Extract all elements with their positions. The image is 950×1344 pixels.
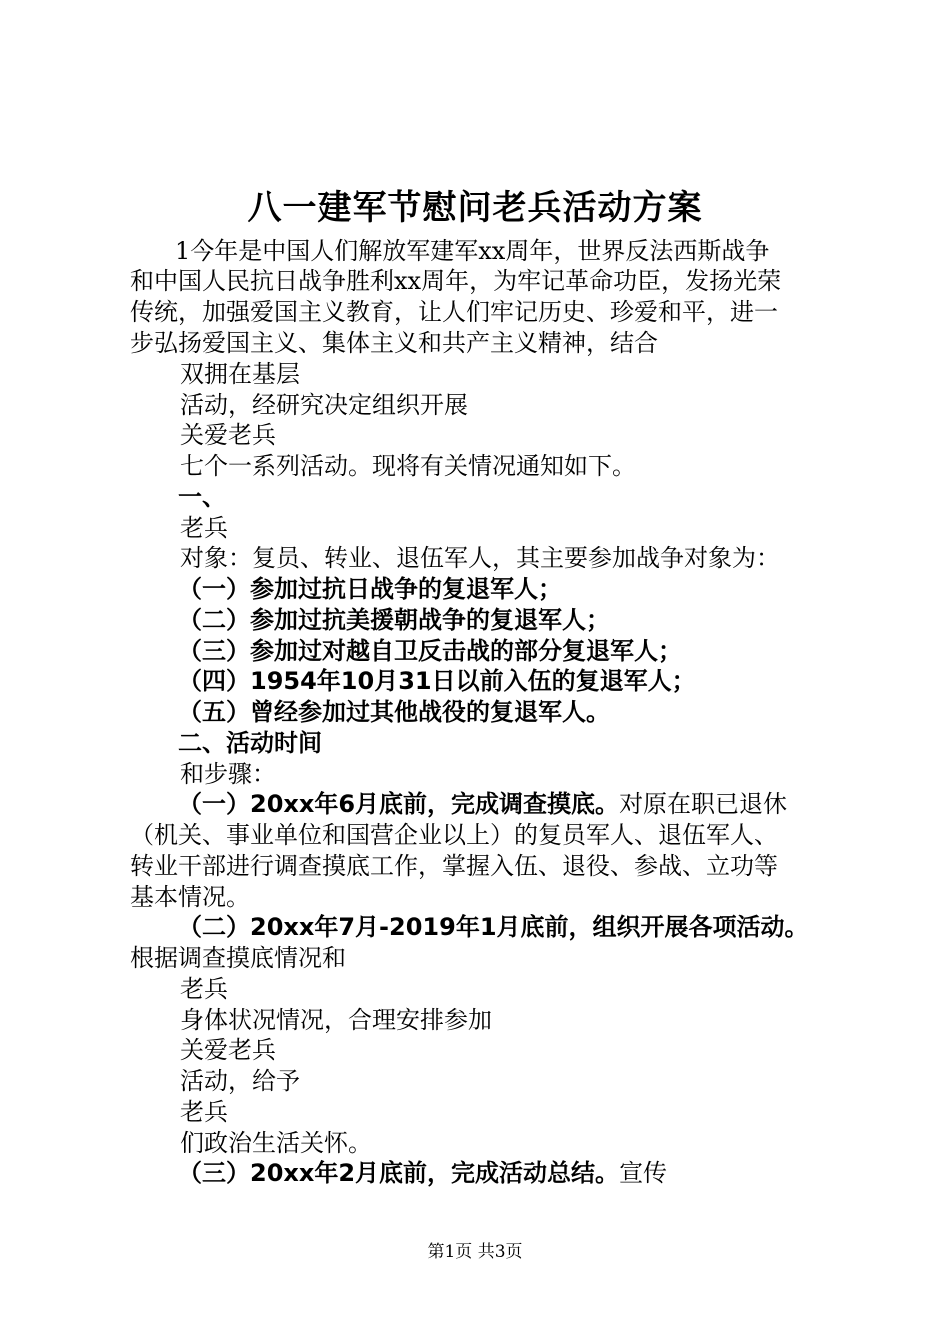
document-title: 八一建军节慰问老兵活动方案 (247, 188, 703, 228)
step-text: 对原在职已退休 (619, 790, 788, 818)
list-item: （二）参加过抗美援朝战争的复退军人； (178, 606, 610, 634)
paragraph-line: 老兵 (180, 1098, 228, 1126)
paragraph-line: 活动，经研究决定组织开展 (180, 391, 468, 419)
paragraph-line: 关爱老兵 (180, 421, 276, 449)
step-heading: （一）20xx年6月底前，完成调查摸底。 (178, 790, 620, 818)
list-item: （三）参加过对越自卫反击战的部分复退军人； (178, 637, 682, 665)
paragraph-line: 基本情况。 (130, 883, 250, 911)
paragraph-line: （机关、事业单位和国营企业以上）的复员军人、退伍军人、 (130, 821, 778, 849)
paragraph-line: 身体状况情况，合理安排参加 (180, 1006, 492, 1034)
page-footer: 第1页 共3页 (427, 1242, 523, 1262)
list-item: （四）1954年10月31日以前入伍的复退军人； (178, 667, 696, 695)
step-heading: （三）20xx年2月底前，完成活动总结。 (178, 1159, 620, 1187)
paragraph-line: 转业干部进行调查摸底工作，掌握入伍、退役、参战、立功等 (130, 852, 778, 880)
paragraph-line (178, 789, 787, 819)
paragraph-line: 老兵 (180, 514, 228, 542)
section-heading: 二、活动时间 (178, 729, 322, 757)
paragraph-line (178, 1158, 667, 1188)
paragraph-line: 老兵 (180, 975, 228, 1003)
paragraph-line: 1今年是中国人们解放军建军xx周年，世界反法西斯战争 (175, 237, 770, 265)
paragraph-line: 双拥在基层 (180, 360, 300, 388)
paragraph-line: 根据调查摸底情况和 (130, 944, 346, 972)
paragraph-line: 对象：复员、转业、退伍军人，其主要参加战争对象为： (180, 544, 780, 572)
paragraph-line: 和中国人民抗日战争胜利xx周年，为牢记革命功臣，发扬光荣 (130, 267, 782, 295)
paragraph-line: 活动，给予 (180, 1067, 300, 1095)
section-heading: 一、 (178, 483, 226, 511)
paragraph-line: 和步骤： (180, 760, 276, 788)
list-item: （一）参加过抗日战争的复退军人； (178, 575, 562, 603)
paragraph-line: 关爱老兵 (180, 1036, 276, 1064)
list-item: （五）曾经参加过其他战役的复退军人。 (178, 698, 610, 726)
paragraph-line: 七个一系列活动。现将有关情况通知如下。 (180, 452, 636, 480)
paragraph-line: 步弘扬爱国主义、集体主义和共产主义精神，结合 (130, 329, 658, 357)
step-text: 宣传 (619, 1159, 668, 1187)
step-heading: （二）20xx年7月-2019年1月底前，组织开展各项活动。 (178, 913, 809, 941)
paragraph-line: 们政治生活关怀。 (180, 1129, 372, 1157)
paragraph-line: 传统，加强爱国主义教育，让人们牢记历史、珍爱和平，进一 (130, 298, 778, 326)
